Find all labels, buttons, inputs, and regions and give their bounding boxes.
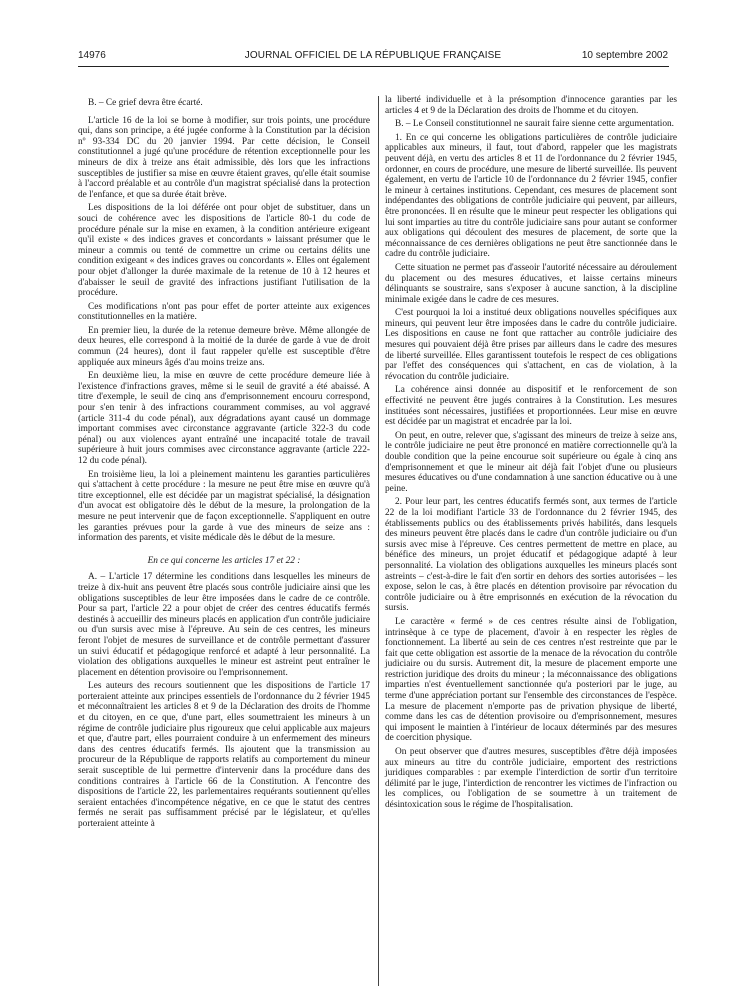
page-number: 14976: [78, 50, 106, 61]
paragraph: On peut observer que d'autres mesures, susceptibles d'être déjà imposées aux mineurs au titre du contrôle judiciaire, emportent des restrictions juridiques comparables : par exemple l'interdiction de sortir d'un territoire délimité par le juge, l'interdiction de rencontrer les victimes de l'infraction ou les complices, ou l'obligation de se soumettre à un traitement de désintoxication sous le régime de l'hospitalisation.: [385, 747, 677, 810]
paragraph: 2. Pour leur part, les centres éducatifs fermés sont, aux termes de l'article 22 de la loi modifiant l'article 33 de l'ordonnance du 2 février 1945, des établissements publics ou des établissements privés habilités, dans lesquels des mineurs peuvent être placés dans le cadre d'un contrôle judiciaire ou d'un sursis avec mise à l'épreuve. Ces centres permettent de mettre en place, au bénéfice des mineurs, un projet éducatif et pédagogique adapté à leur personnalité. La violation des obligations auxquelles les mineurs placés sont astreints – c'est-à-dire le fait d'en sortir en dehors des sorties autorisées – les expose, selon le cas, à être placés en détention provisoire par révocation du contrôle judiciaire ou à être emprisonnés en exécution de la révocation du sursis.: [385, 497, 677, 614]
paragraph: En deuxième lieu, la mise en œuvre de cette procédure demeure liée à l'existence d'infractions graves, même si le seuil de gravité a été abaissé. A titre d'exemple, le seuil de cinq ans d'emprisonnement encouru correspond, pour s'en tenir à des infractions couramment commises, au vol aggravé (article 311-4 du code pénal), aux dégradations ayant causé un dommage important commises avec circonstance aggravante (article 322-3 du code pénal) ou aux violences ayant entraîné une incapacité totale de travail supérieure à huit jours commises avec circonstance aggravante (article 222-12 du code pénal).: [78, 371, 370, 466]
paragraph: Les auteurs des recours soutiennent que les dispositions de l'article 17 porteraient atteinte aux principes essentiels de l'ordonnance du 2 février 1945 et méconnaîtraient les articles 8 et 9 de la Déclaration des droits de l'homme et du citoyen, en ce que, d'une part, elles soumettraient les mineurs à un régime de contrôle judiciaire plus rigoureux que celui applicable aux majeurs et que, d'autre part, elles pourraient conduire à un enfermement des mineurs dans des centres éducatifs fermés. Ils ajoutent que la transmission au procureur de la République de rapports relatifs au comportement du mineur serait susceptible de lui permettre d'intervenir dans la procédure dans des conditions contraires à l'article 66 de la Constitution. A l'encontre des dispositions de l'article 22, les parlementaires requérants soutiennent qu'elles seraient entachées d'incompétence négative, en ce que le statut des centres fermés ne serait pas suffisamment précisé par le législateur, et qu'elles porteraient atteinte à: [78, 681, 370, 829]
paragraph: 1. En ce qui concerne les obligations particulières de contrôle judiciaire applicables aux mineurs, il faut, tout d'abord, rappeler que les magistrats peuvent déjà, en vertu des articles 8 et 11 de l'ordonnance du 2 février 1945, ordonner, en cours de procédure, une mesure de liberté surveillée. Ils peuvent également, en vertu de l'article 10 de l'ordonnance du 2 février 1945, confier le mineur à certaines institutions. Cependant, ces mesures de placement sont indépendantes des obligations de contrôle judiciaire qui peuvent, par ailleurs, être prononcées. Il en résulte que le mineur peut respecter les obligations qui lui sont imparties au titre du contrôle judiciaire sans pour autant se conformer aux obligations qui découlent des mesures de placement, de sorte que la méconnaissance de ces dernières obligations ne peut être sanctionnée dans le cadre du contrôle judiciaire.: [385, 132, 677, 260]
page-header: [78, 50, 668, 64]
paragraph: Ces modifications n'ont pas pour effet de porter atteinte aux exigences constitutionnelles en la matière.: [78, 301, 370, 323]
paragraph: Cette situation ne permet pas d'asseoir l'autorité nécessaire au déroulement du placement ou des mesures éducatives, et laisse certains mineurs délinquants se soustraire, sans s'exposer à aucune sanction, à la discipline minimale exigée dans le cadre de ces mesures.: [385, 262, 677, 305]
header-rule: [78, 66, 669, 67]
column-divider: [378, 96, 379, 986]
paragraph: C'est pourquoi la loi a institué deux obligations nouvelles spécifiques aux mineurs, qui peuvent leur être imposées dans le cadre du contrôle judiciaire. Les dispositions en cause ne font que rattacher au contrôle judiciaire des mesures qui pouvaient déjà être prises par ailleurs dans le cadre des mesures de liberté surveillée. Elles garantissent toutefois le respect de ces obligations par l'effet des conséquences qui s'attachent, en cas de violation, à la révocation du contrôle judiciaire.: [385, 308, 677, 382]
paragraph: B. – Le Conseil constitutionnel ne saurait faire sienne cette argumentation.: [395, 119, 675, 130]
paragraph: En premier lieu, la durée de la retenue demeure brève. Même allongée de deux heures, elle correspond à la moitié de la durée de garde à vue de droit commun (24 heures), dont il faut rappeler qu'elle est susceptible d'être appliquée aux mineurs âgés d'au moins treize ans.: [78, 325, 370, 368]
paragraph: La cohérence ainsi donnée au dispositif et le renforcement de son effectivité ne peuvent être jugés contraires à la Constitution. Les mesures instituées sont nécessaires, justifiées et proportionnées. Leur mise en œuvre est décidée par un magistrat et encadrée par la loi.: [385, 385, 677, 428]
paragraph: On peut, en outre, relever que, s'agissant des mineurs de treize à seize ans, le contrôle judiciaire ne peut être prononcé en matière correctionnelle qu'à la double condition que la peine encourue soit supérieure ou égale à cinq ans d'emprisonnement et que le mineur ait déjà fait l'objet d'une ou plusieurs mesures éducatives ou d'une condamnation à une sanction éducative ou à une peine.: [385, 430, 677, 494]
paragraph: B. – Ce grief devra être écarté.: [88, 98, 203, 108]
paragraph: A. – L'article 17 détermine les conditions dans lesquelles les mineurs de treize à dix-huit ans peuvent être placés sous contrôle judiciaire ainsi que les obligations susceptibles de leur être imposées dans le cadre de ce contrôle. Pour sa part, l'article 22 a pour objet de créer des centres éducatifs fermés destinés à accueillir des mineurs placés en application d'un contrôle judiciaire ou d'un sursis avec mise à l'épreuve. Au sein de ces centres, les mineurs feront l'objet de mesures de surveillance et de contrôle permettant d'assurer un suivi éducatif et pédagogique renforcé et adapté à leur personnalité. La violation des obligations auxquelles le mineur est astreint peut entraîner le placement en détention provisoire ou l'emprisonnement.: [78, 572, 370, 678]
section-heading: En ce qui concerne les articles 17 et 22 :: [147, 555, 301, 566]
paragraph: la liberté individuelle et à la présomption d'innocence garanties par les articles 4 et 9 de la Déclaration des droits de l'homme et du citoyen.: [385, 95, 677, 116]
paragraph: Les dispositions de la loi déférée ont pour objet de substituer, dans un souci de cohérence avec les dispositions de l'article 80-1 du code de procédure pénale sur la mise en examen, à la condition antérieure exigeant qu'il existe « des indices graves et concordants » laissant présumer que le mineur a commis ou tenté de commettre un crime ou certains délits une condition exigeant « des indices graves ou concordants ». Elles ont également pour objet d'allonger la durée maximale de la retenue de 10 à 12 heures et d'abaisser le seuil de gravité des infractions justifiant l'utilisation de la procédure.: [78, 203, 370, 299]
journal-title: JOURNAL OFFICIEL DE LA RÉPUBLIQUE FRANÇAISE: [244, 50, 502, 61]
right-column: [385, 95, 677, 814]
paragraph: En troisième lieu, la loi a pleinement maintenu les garanties particulières qui s'attachent à cette procédure : la mesure ne peut être mise en œuvre qu'à titre exceptionnel, elle est décidée par un magistrat spécialisé, la désignation d'un avocat est obligatoire dès le début de la mesure, la prolongation de la mesure ne peut intervenir que de façon exceptionnelle. S'appliquent en outre les garanties prévues pour la garde à vue des mineurs de seize ans : information des parents, et visite médicale dès le début de la mesure.: [78, 469, 370, 544]
paragraph: L'article 16 de la loi se borne à modifier, sur trois points, une procédure qui, dans son principe, a été jugée conforme à la Constitution par la décision nº 93-334 DC du 20 janvier 1994. Par cette décision, le Conseil constitutionnel a jugé qu'une procédure de rétention exceptionnelle pour les mineurs de dix à treize ans était admissible, dès lors que les infractions susceptibles de justifier sa mise en œuvre étaient graves, qu'elle était soumise à l'accord préalable et au contrôle d'un magistrat spécialisé dans la protection de l'enfance, et que sa durée était brève.: [78, 115, 370, 200]
left-column: [78, 98, 370, 833]
paragraph: Le caractère « fermé » de ces centres résulte ainsi de l'obligation, intrinsèque à ce type de placement, d'avoir à en respecter les règles de fonctionnement. La liberté au sein de ces centres n'est restreinte que par le fait que cette obligation est assortie de la menace de la révocation du contrôle judiciaire ou du sursis. Autrement dit, la mesure de placement emporte une restriction juridique des droits du mineur ; la méconnaissance des obligations imparties n'est éventuellement sanctionnée qu'a posteriori par le juge, au terme d'une appréciation portant sur l'ensemble des circonstances de l'espèce. La mesure de placement n'emporte pas de privation physique de liberté, comme dans les cas de détention provisoire ou d'emprisonnement, mesures qui imposent le maintien à l'intérieur de locaux déterminés par des mesures de coercition physique.: [385, 616, 677, 744]
publication-date: 10 septembre 2002: [581, 50, 668, 61]
